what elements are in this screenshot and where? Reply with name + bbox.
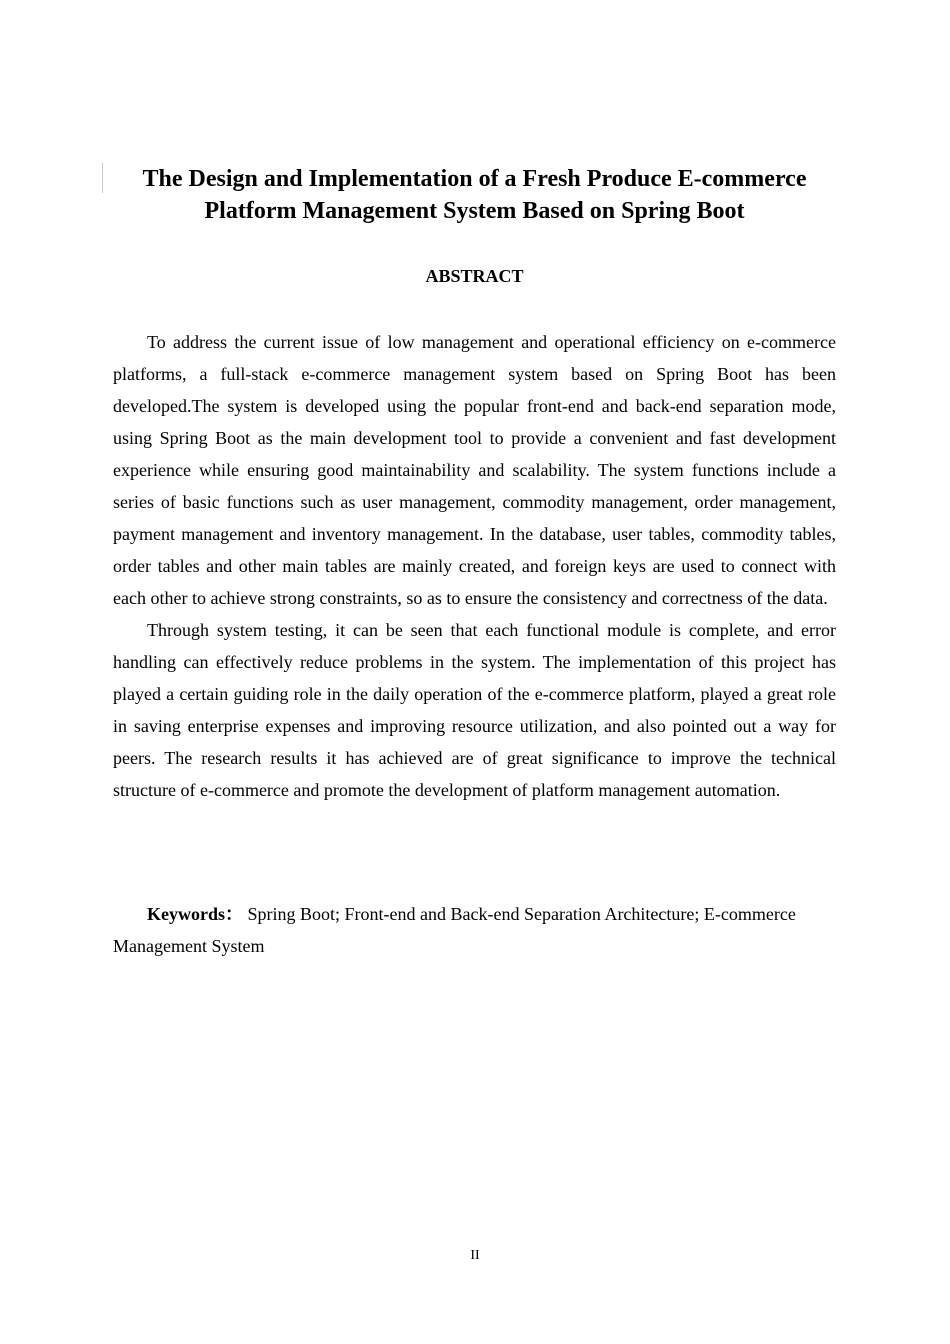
margin-marker — [102, 163, 103, 193]
keywords-value: Spring Boot; Front-end and Back-end Separation Architecture; E-commerce Management System — [113, 904, 796, 956]
abstract-body — [113, 326, 836, 806]
paper-title: The Design and Implementation of a Fresh Produce E-commerce Platform Management System Based on Spring Boot — [142, 166, 807, 224]
abstract-paragraph-2: Through system testing, it can be seen that each functional module is complete, and error handling can effectively reduce problems in the system. The implementation of this project has played a certain guiding role in the daily operation of the e-commerce platform, played a great role in saving enterprise expenses and improving resource utilization, and also pointed out a way for peers. The research results it has achieved are of great significance to improve the technical structure of e-commerce and promote the development of platform management automation. — [113, 620, 836, 800]
keywords-label: Keywords： — [147, 904, 243, 924]
abstract-heading: ABSTRACT — [425, 266, 524, 286]
page-number: II — [470, 1248, 480, 1263]
abstract-paragraph-1: To address the current issue of low management and operational efficiency on e-commerce platforms, a full-stack e-commerce management system based on Spring Boot has been developed.The system is developed using the popular front-end and back-end separation mode, using Spring Boot as the main development tool to provide a convenient and fast development experience while ensuring good maintainability and scalability. The system functions include a series of basic functions such as user management, commodity management, order management, payment management and inventory management. In the database, user tables, commodity tables, order tables and other main tables are mainly created, and foreign keys are used to connect with each other to achieve strong constraints, so as to ensure the consistency and correctness of the data. — [113, 332, 836, 608]
keywords-line — [113, 898, 836, 962]
